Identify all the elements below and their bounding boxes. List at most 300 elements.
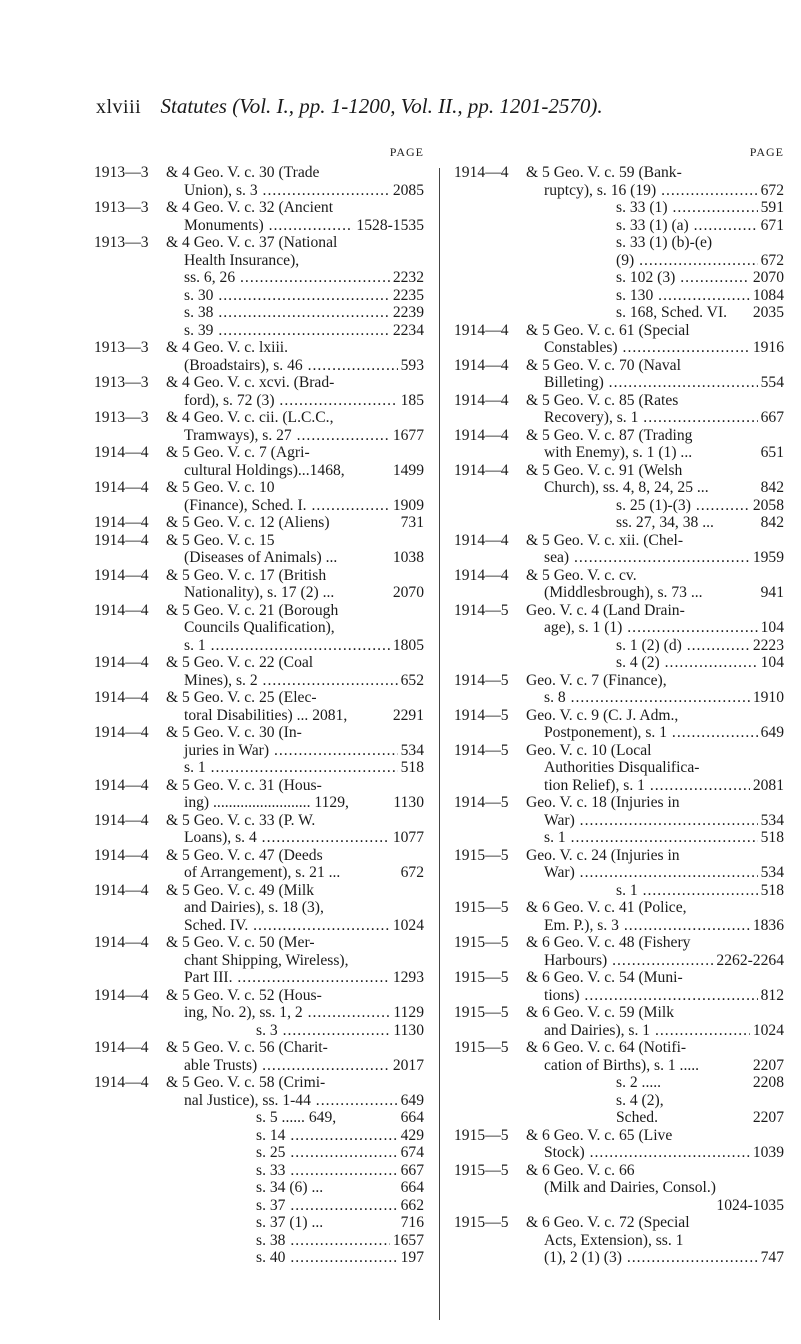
index-entry <box>94 654 424 689</box>
entry-year: 1914—4 <box>454 426 509 444</box>
page-reference: 1959 <box>750 549 784 567</box>
entry-line <box>166 479 424 497</box>
index-column-left <box>94 144 424 1267</box>
entry-line <box>526 847 784 865</box>
entry-line <box>166 1057 424 1075</box>
page-reference: 2235 <box>390 287 424 305</box>
index-entry <box>94 987 424 1040</box>
entry-text: War) ..... <box>544 864 784 881</box>
entry-text: Health Insurance), <box>184 251 300 269</box>
entry-year: 1913—3 <box>94 164 149 181</box>
entry-text: s. 30 ..... <box>184 287 424 304</box>
page-reference: 1039 <box>750 1144 784 1162</box>
entry-line <box>526 917 784 935</box>
entry-line <box>526 777 784 795</box>
page-reference: 1916 <box>750 339 784 357</box>
entry-line <box>526 1092 784 1110</box>
entry-line <box>166 1179 424 1197</box>
entry-text: & 5 Geo. V. c. 17 (British <box>166 566 327 584</box>
index-entry <box>454 1039 784 1127</box>
page-reference: 1024 <box>390 917 424 935</box>
entry-year: 1913—3 <box>94 339 149 356</box>
entry-text: Loans), s. 4 ..... <box>184 829 424 846</box>
index-entry <box>94 777 424 812</box>
entry-text: s. 25 (1)-(3) ..... <box>616 497 784 514</box>
entry-line <box>166 1214 424 1232</box>
entry-line <box>166 164 424 182</box>
entry-line <box>526 864 784 882</box>
entry-text: Em. P.), s. 3 ..... <box>544 917 784 934</box>
page-reference: 1130 <box>390 1022 424 1040</box>
entry-text: & 6 Geo. V. c. 64 (Notifi- <box>526 1039 687 1056</box>
entry-year: 1914—4 <box>94 444 149 461</box>
entry-text: (Finance), Sched. I. ..... <box>184 497 424 514</box>
entry-line <box>526 672 784 690</box>
entry-line <box>526 252 784 270</box>
index-entry <box>94 1074 424 1267</box>
entry-line <box>166 549 424 567</box>
entry-text: & 6 Geo. V. c. 65 (Live <box>526 1126 673 1144</box>
entry-line <box>166 532 424 550</box>
entry-line <box>166 374 424 392</box>
entry-line <box>166 1232 424 1250</box>
page-reference: 1077 <box>390 829 424 847</box>
index-entry <box>94 409 424 444</box>
entry-text: (Milk and Dairies, Consol.) <box>544 1179 716 1196</box>
entry-line <box>526 1197 784 1215</box>
page-reference: 2234 <box>390 322 424 340</box>
entry-text: s. 33 (1) (b)-(e) <box>616 234 713 251</box>
entry-text: s. 33 (1) (a) ..... <box>616 217 784 234</box>
entry-text: (1), 2 (1) (3) ..... <box>544 1249 784 1266</box>
entry-text: Sched. <box>616 1109 659 1126</box>
entry-line <box>166 812 424 830</box>
page-reference: 2070 <box>390 584 424 602</box>
page-reference: 1024 <box>750 1022 784 1040</box>
page-reference: 1084 <box>750 287 784 305</box>
page-reference: 197 <box>398 1249 424 1267</box>
page-reference: 1910 <box>750 689 784 707</box>
page-reference: 1293 <box>390 969 424 987</box>
page-reference: 671 <box>758 217 784 235</box>
entry-line <box>526 952 784 970</box>
running-header <box>96 94 731 119</box>
entry-line <box>166 269 424 287</box>
entry-line <box>526 724 784 742</box>
entry-text: with Enemy), s. 1 (1) ... <box>544 444 693 461</box>
entry-line <box>166 322 424 340</box>
page-reference: 842 <box>758 479 784 497</box>
index-entry <box>94 567 424 602</box>
entry-line <box>166 724 424 742</box>
entry-text: chant Shipping, Wireless), <box>184 951 349 969</box>
entry-text: & 5 Geo. V. c. 33 (P. W. <box>166 811 316 829</box>
index-entry <box>454 462 784 532</box>
index-entry <box>454 934 784 969</box>
entry-year: 1915—5 <box>454 969 509 986</box>
entry-text: & 6 Geo. V. c. 54 (Muni- <box>526 969 683 986</box>
entry-text: s. 3 ..... <box>256 1022 424 1039</box>
entry-line <box>526 1004 784 1022</box>
entry-line <box>526 497 784 515</box>
entry-text: s. 102 (3) ..... <box>616 269 784 286</box>
entry-text: & 5 Geo. V. c. cv. <box>526 566 637 584</box>
entry-text: & 5 Geo. V. c. 52 (Hous- <box>166 986 322 1004</box>
entry-line <box>166 1249 424 1267</box>
entry-text: Part III. ..... <box>184 969 424 986</box>
entry-line <box>526 532 784 550</box>
entry-text: (Middlesbrough), s. 73 ... <box>544 584 703 601</box>
page-reference: 518 <box>398 759 424 777</box>
entry-text: & 5 Geo. V. c. 15 <box>166 531 275 549</box>
page-reference: 2207 <box>750 1057 784 1075</box>
entry-text: s. 8 ..... <box>544 689 784 706</box>
entry-line <box>526 759 784 777</box>
index-entry <box>94 234 424 339</box>
entry-year: 1914—4 <box>94 776 149 794</box>
entry-text: ing) ......................... 1129, <box>184 794 349 811</box>
entry-year: 1914—4 <box>94 566 149 584</box>
page-reference: 104 <box>758 654 784 672</box>
entry-text: Sched. IV. ..... <box>184 917 424 934</box>
page-reference: 2081 <box>750 777 784 795</box>
entry-line <box>166 444 424 462</box>
page-reference: 2208 <box>750 1074 784 1092</box>
index-entry <box>94 882 424 935</box>
entry-line <box>526 427 784 445</box>
entry-text: Mines), s. 2 ..... <box>184 672 424 689</box>
entry-line <box>526 654 784 672</box>
index-entry <box>94 339 424 374</box>
entry-year: 1915—5 <box>454 1004 509 1021</box>
entry-text: s. 37 (1) ... <box>256 1214 324 1231</box>
entry-year: 1914—4 <box>94 601 149 619</box>
entry-text: toral Disabilities) ... 2081, <box>184 706 348 724</box>
index-entry <box>454 567 784 602</box>
entry-text: Stock) ..... <box>544 1144 784 1161</box>
page-reference: 667 <box>758 409 784 427</box>
entry-line <box>166 339 424 357</box>
entry-year: 1914—4 <box>94 811 149 829</box>
entry-text: s. 34 (6) ... <box>256 1179 324 1196</box>
index-entry <box>454 1162 784 1215</box>
entry-text: of Arrangement), s. 21 ... <box>184 864 341 881</box>
entry-text: s. 1 ..... <box>184 759 424 776</box>
entry-text: age), s. 1 (1) ..... <box>544 619 784 636</box>
entry-line <box>526 1109 784 1127</box>
entry-line <box>526 182 784 200</box>
entry-line <box>526 637 784 655</box>
page-reference: 1528-1535 <box>353 217 424 235</box>
entry-line <box>166 864 424 882</box>
index-entry <box>454 1214 784 1267</box>
entry-year: 1914—4 <box>94 846 149 864</box>
entry-text: s. 39 ..... <box>184 322 424 339</box>
page-reference: 2232 <box>390 269 424 287</box>
page-reference: 518 <box>758 829 784 847</box>
page-reference: 662 <box>398 1197 424 1215</box>
page-reference: 591 <box>758 199 784 217</box>
entry-line <box>526 549 784 567</box>
index-entry <box>454 672 784 707</box>
entry-line <box>526 689 784 707</box>
entry-year: 1914—4 <box>94 654 149 671</box>
entry-text: & 5 Geo. V. c. 12 (Aliens) <box>166 514 330 531</box>
entry-line <box>166 234 424 252</box>
page-reference: 674 <box>398 1144 424 1162</box>
entry-line <box>166 637 424 655</box>
page-reference: 941 <box>758 584 784 602</box>
entry-year: 1915—5 <box>454 899 509 916</box>
entry-line <box>166 1144 424 1162</box>
entry-text: tions) ..... <box>544 987 784 1004</box>
page-reference: 672 <box>758 182 784 200</box>
entry-text: & 6 Geo. V. c. 48 (Fishery <box>526 934 691 951</box>
entry-line <box>166 1162 424 1180</box>
index-entry <box>454 969 784 1004</box>
entry-year: 1913—3 <box>94 199 149 216</box>
page-reference: 534 <box>758 864 784 882</box>
entry-line <box>166 1039 424 1057</box>
entry-text: & 5 Geo. V. c. 25 (Elec- <box>166 689 317 706</box>
entry-text: & 5 Geo. V. c. xii. (Chel- <box>526 531 684 549</box>
entry-text: & 4 Geo. V. c. 37 (National <box>166 234 338 251</box>
entry-text: Constables) ..... <box>544 339 784 356</box>
page-reference: 534 <box>758 812 784 830</box>
page-reference: 1836 <box>750 917 784 935</box>
entry-line <box>526 1179 784 1197</box>
entry-line <box>526 1074 784 1092</box>
index-entry <box>454 742 784 795</box>
index-entry <box>94 602 424 655</box>
entry-line <box>526 882 784 900</box>
entry-line <box>526 584 784 602</box>
entry-text: & 5 Geo. V. c. 56 (Charit- <box>166 1039 328 1056</box>
entry-text: Councils Qualification), <box>184 619 335 636</box>
index-entry <box>454 794 784 847</box>
page-reference: 2262-2264 <box>713 952 784 970</box>
page-reference: 554 <box>758 374 784 392</box>
page-reference: 2239 <box>390 304 424 322</box>
page-reference: 1805 <box>390 637 424 655</box>
entry-line <box>166 1074 424 1092</box>
entry-text: sea) ..... <box>544 549 784 566</box>
entry-text: & 4 Geo. V. c. 30 (Trade <box>166 164 320 181</box>
entry-text: (Broadstairs), s. 46 ..... <box>184 357 424 374</box>
index-entry <box>94 444 424 479</box>
entry-text: (Diseases of Animals) ... <box>184 549 338 566</box>
entry-line <box>526 392 784 410</box>
index-entry <box>94 689 424 724</box>
entry-year: 1914—5 <box>454 794 509 811</box>
index-entry <box>94 934 424 987</box>
entry-line <box>526 514 784 532</box>
entry-text: Geo. V. c. 18 (Injuries in <box>526 794 680 811</box>
entry-line <box>526 217 784 235</box>
index-entry <box>94 724 424 777</box>
entry-text: ss. 6, 26 ..... <box>184 269 424 286</box>
entry-line <box>166 1092 424 1110</box>
page-reference: 1024-1035 <box>713 1197 784 1215</box>
entry-line <box>526 794 784 812</box>
entry-line <box>166 1022 424 1040</box>
entry-text: s. 5 ...... 649, <box>256 1109 337 1126</box>
entry-line <box>166 969 424 987</box>
entry-text: War) ..... <box>544 812 784 829</box>
entry-year: 1914—4 <box>94 881 149 899</box>
page-reference: 649 <box>758 724 784 742</box>
entry-text: & 4 Geo. V. c. xcvi. (Brad- <box>166 374 335 391</box>
entry-text: & 5 Geo. V. c. 70 (Naval <box>526 356 681 374</box>
entry-line <box>166 847 424 865</box>
page-reference: 593 <box>398 357 424 375</box>
entry-year: 1914—4 <box>94 934 149 951</box>
entry-year: 1914—4 <box>94 1074 149 1091</box>
entry-line <box>526 199 784 217</box>
page-reference: 664 <box>398 1179 424 1197</box>
entry-line <box>166 252 424 270</box>
entry-text: Harbours) ..... <box>544 952 784 969</box>
entry-line <box>166 654 424 672</box>
entry-line <box>166 882 424 900</box>
entry-year: 1914—4 <box>454 164 509 181</box>
entry-text: Geo. V. c. 10 (Local <box>526 741 652 759</box>
page-reference: 1909 <box>390 497 424 515</box>
entry-year: 1915—5 <box>454 1214 509 1231</box>
entry-year: 1914—4 <box>94 531 149 549</box>
entry-text: Union), s. 3 ..... <box>184 182 424 199</box>
entry-year: 1915—5 <box>454 846 509 864</box>
entry-line <box>526 707 784 725</box>
entry-text: Geo. V. c. 4 (Land Drain- <box>526 601 685 619</box>
page-reference: 518 <box>758 882 784 900</box>
entry-text: & 4 Geo. V. c. 32 (Ancient <box>166 199 334 216</box>
page-reference: 2207 <box>750 1109 784 1127</box>
index-entry <box>454 899 784 934</box>
entry-line <box>166 427 424 445</box>
entry-text: s. 4 (2) ..... <box>616 654 784 671</box>
entry-text: & 4 Geo. V. c. lxiii. <box>166 339 289 356</box>
column-heading: PAGE <box>389 145 424 159</box>
entry-year: 1913—3 <box>94 374 149 391</box>
index-entry <box>94 199 424 234</box>
entry-line <box>526 829 784 847</box>
entry-line <box>526 269 784 287</box>
index-entry <box>454 392 784 427</box>
entry-text: Monuments) ..... <box>184 217 424 234</box>
entry-text: s. 2 ..... <box>616 1074 662 1091</box>
page-reference: 731 <box>398 514 424 532</box>
entry-text: ford), s. 72 (3) ..... <box>184 392 424 409</box>
page-reference: 1130 <box>390 794 424 812</box>
entry-text: Geo. V. c. 24 (Injuries in <box>526 846 680 864</box>
entry-year: 1914—5 <box>454 706 509 724</box>
index-entry <box>94 479 424 514</box>
entry-text: & 5 Geo. V. c. 49 (Milk <box>166 881 314 899</box>
entry-text: cation of Births), s. 1 ..... <box>544 1056 700 1074</box>
entry-text: ing, No. 2), ss. 1, 2 ..... <box>184 1004 424 1021</box>
entry-year: 1914—4 <box>454 356 509 374</box>
column-divider <box>439 168 440 1320</box>
entry-line <box>166 619 424 637</box>
entry-text: Geo. V. c. 9 (C. J. Adm., <box>526 706 679 724</box>
entry-text: & 5 Geo. V. c. 7 (Agri- <box>166 444 310 461</box>
entry-year: 1914—4 <box>94 479 149 496</box>
entry-year: 1914—4 <box>94 986 149 1004</box>
entry-year: 1914—4 <box>454 531 509 549</box>
entry-line <box>166 217 424 235</box>
entry-line <box>526 899 784 917</box>
entry-line <box>166 759 424 777</box>
entry-line <box>526 1039 784 1057</box>
entry-year: 1914—4 <box>94 1039 149 1056</box>
index-entry <box>454 602 784 672</box>
index-entry <box>454 322 784 357</box>
index-entry <box>94 164 424 199</box>
entry-line <box>526 969 784 987</box>
page-reference: 652 <box>398 672 424 690</box>
entry-line <box>526 374 784 392</box>
page-reference: 664 <box>398 1109 424 1127</box>
entry-text: & 5 Geo. V. c. 87 (Trading <box>526 426 693 444</box>
entry-line <box>166 392 424 410</box>
entry-year: 1915—5 <box>454 934 509 951</box>
index-entry <box>454 847 784 900</box>
entry-text: s. 40 ..... <box>256 1249 424 1266</box>
index-entry <box>94 1039 424 1074</box>
entry-line <box>526 287 784 305</box>
entry-text: and Dairies), s. 1 ..... <box>544 1022 784 1039</box>
entry-line <box>166 987 424 1005</box>
entry-text: & 5 Geo. V. c. 10 <box>166 479 275 496</box>
entry-line <box>166 1127 424 1145</box>
entry-text: & 5 Geo. V. c. 21 (Borough <box>166 601 339 619</box>
entry-text: & 4 Geo. V. c. cii. (L.C.C., <box>166 409 334 426</box>
entry-text: & 5 Geo. V. c. 30 (In- <box>166 724 302 741</box>
entry-line <box>166 287 424 305</box>
entry-line <box>166 777 424 795</box>
entry-text: s. 1 (2) (d) ..... <box>616 637 784 654</box>
page-reference: 672 <box>398 864 424 882</box>
entry-text: & 5 Geo. V. c. 61 (Special <box>526 321 690 339</box>
entry-text: s. 38 ..... <box>256 1232 424 1249</box>
entry-text: s. 4 (2), <box>616 1091 664 1109</box>
entry-text: & 5 Geo. V. c. 58 (Crimi- <box>166 1074 326 1091</box>
page-reference: 812 <box>758 987 784 1005</box>
entry-text: s. 38 ..... <box>184 304 424 321</box>
page-reference: 534 <box>398 742 424 760</box>
entry-year: 1914—5 <box>454 601 509 619</box>
index-entry <box>454 427 784 462</box>
entry-line <box>526 742 784 760</box>
entry-text: s. 33 ..... <box>256 1162 424 1179</box>
entry-text: cultural Holdings)...1468, <box>184 461 345 479</box>
entry-year: 1914—4 <box>94 514 149 531</box>
entry-line <box>526 339 784 357</box>
entry-line <box>526 934 784 952</box>
entry-text: & 5 Geo. V. c. 85 (Rates <box>526 391 679 409</box>
page-reference: 1129 <box>390 1004 424 1022</box>
page-reference: 667 <box>398 1162 424 1180</box>
entry-year: 1914—4 <box>94 689 149 706</box>
entry-text: juries in War) ..... <box>184 742 424 759</box>
entry-year: 1913—3 <box>94 234 149 251</box>
entry-line <box>526 1127 784 1145</box>
entry-year: 1914—4 <box>454 566 509 584</box>
entry-text: s. 1 ..... <box>184 637 424 654</box>
entry-text: ruptcy), s. 16 (19) ..... <box>544 182 784 199</box>
entry-line <box>526 1214 784 1232</box>
